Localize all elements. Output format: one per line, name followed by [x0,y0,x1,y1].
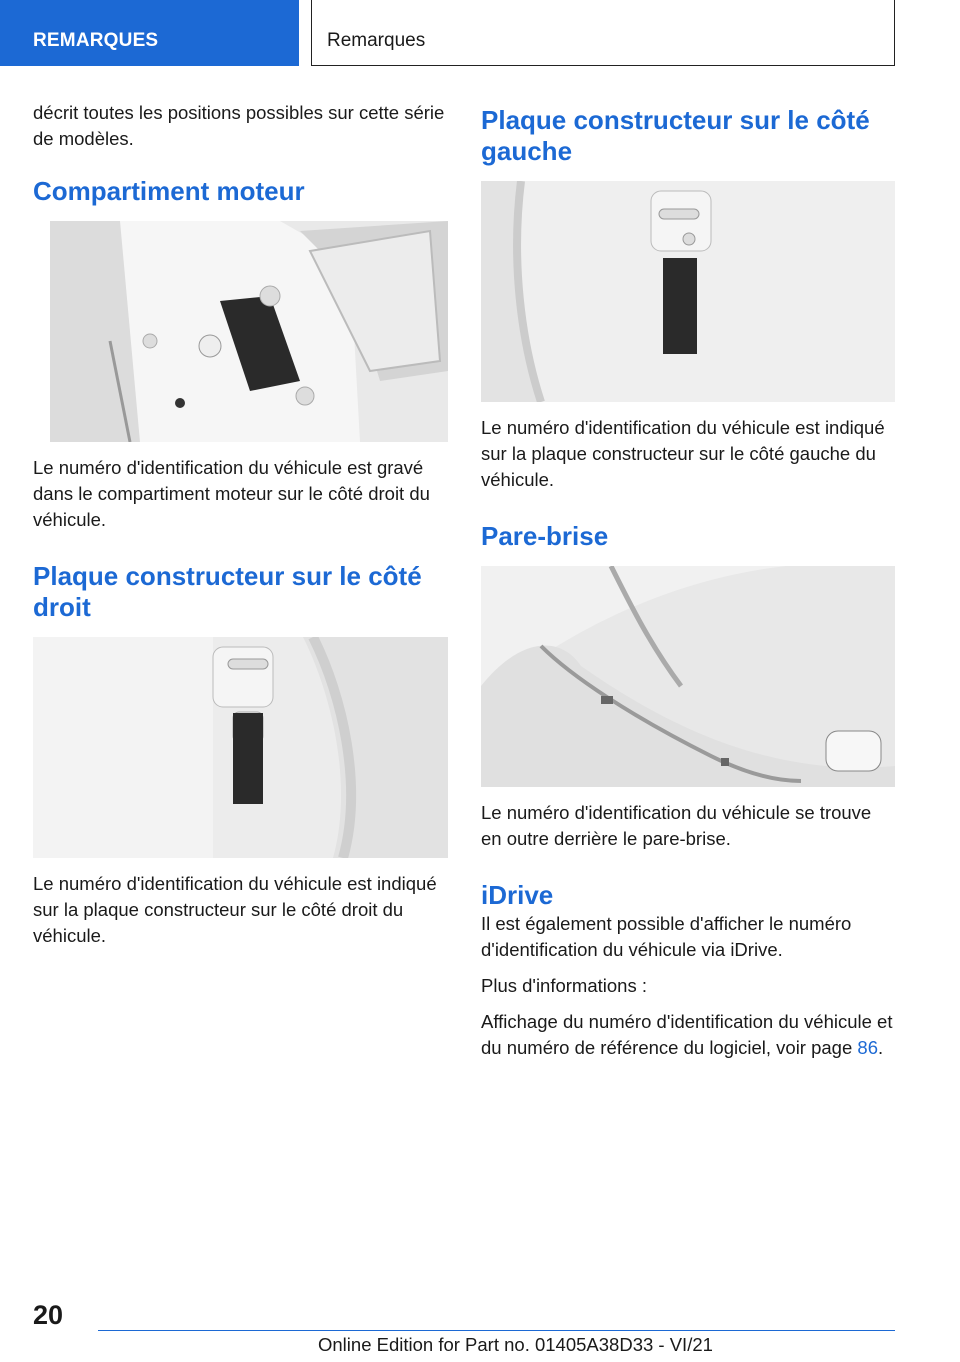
right-plate-heading: Plaque constructeur sur le côté droit [33,561,422,622]
reference-paragraph [481,1009,896,1061]
footer-divider [98,1330,895,1331]
intro-paragraph: décrit toutes les positions possibles sur cette série de modèles. [33,102,445,149]
reference-text: Affichage du numéro d'identification du véhicule et du numéro de référence du logiciel, voir page [481,1011,893,1058]
chapter-tab: REMARQUES [0,0,299,66]
section-title: Remarques [311,0,895,66]
left-plate-heading: Plaque constructeur sur le côté gauche [481,105,870,166]
windshield-paragraph: Le numéro d'identification du véhicule se trouve en outre derrière le pare-brise. [481,802,872,849]
idrive-heading: iDrive [481,880,554,910]
page-86-link[interactable]: 86 [857,1037,878,1058]
reference-end: . [877,1037,884,1058]
more-info-paragraph: Plus d'informations : [481,975,647,996]
footer-edition: Online Edition for Part no. 01405A38D33 - VI/21 [318,1334,713,1355]
engine-heading: Compartiment moteur [33,176,305,206]
windshield-heading: Pare-brise [481,521,609,551]
left-plate-paragraph: Le numéro d'identification du véhicule est indiqué sur la plaque constructeur sur le côté gauche du véhicule. [481,417,885,490]
idrive-paragraph: Il est également possible d'afficher le numéro d'identification du véhicule via iDrive. [481,913,852,960]
page-number: 20 [33,1300,64,1330]
engine-paragraph: Le numéro d'identification du véhicule est gravé dans le compartiment moteur sur le côté droit du véhicule. [33,457,430,530]
right-plate-paragraph: Le numéro d'identification du véhicule est indiqué sur la plaque constructeur sur le côté droit du véhicule. [33,873,437,946]
engine-compartment-image [50,221,448,442]
right-column [481,100,896,1071]
left-column [33,100,448,959]
right-plate-image [33,637,448,858]
left-plate-image [481,181,895,402]
windshield-image [481,566,895,787]
